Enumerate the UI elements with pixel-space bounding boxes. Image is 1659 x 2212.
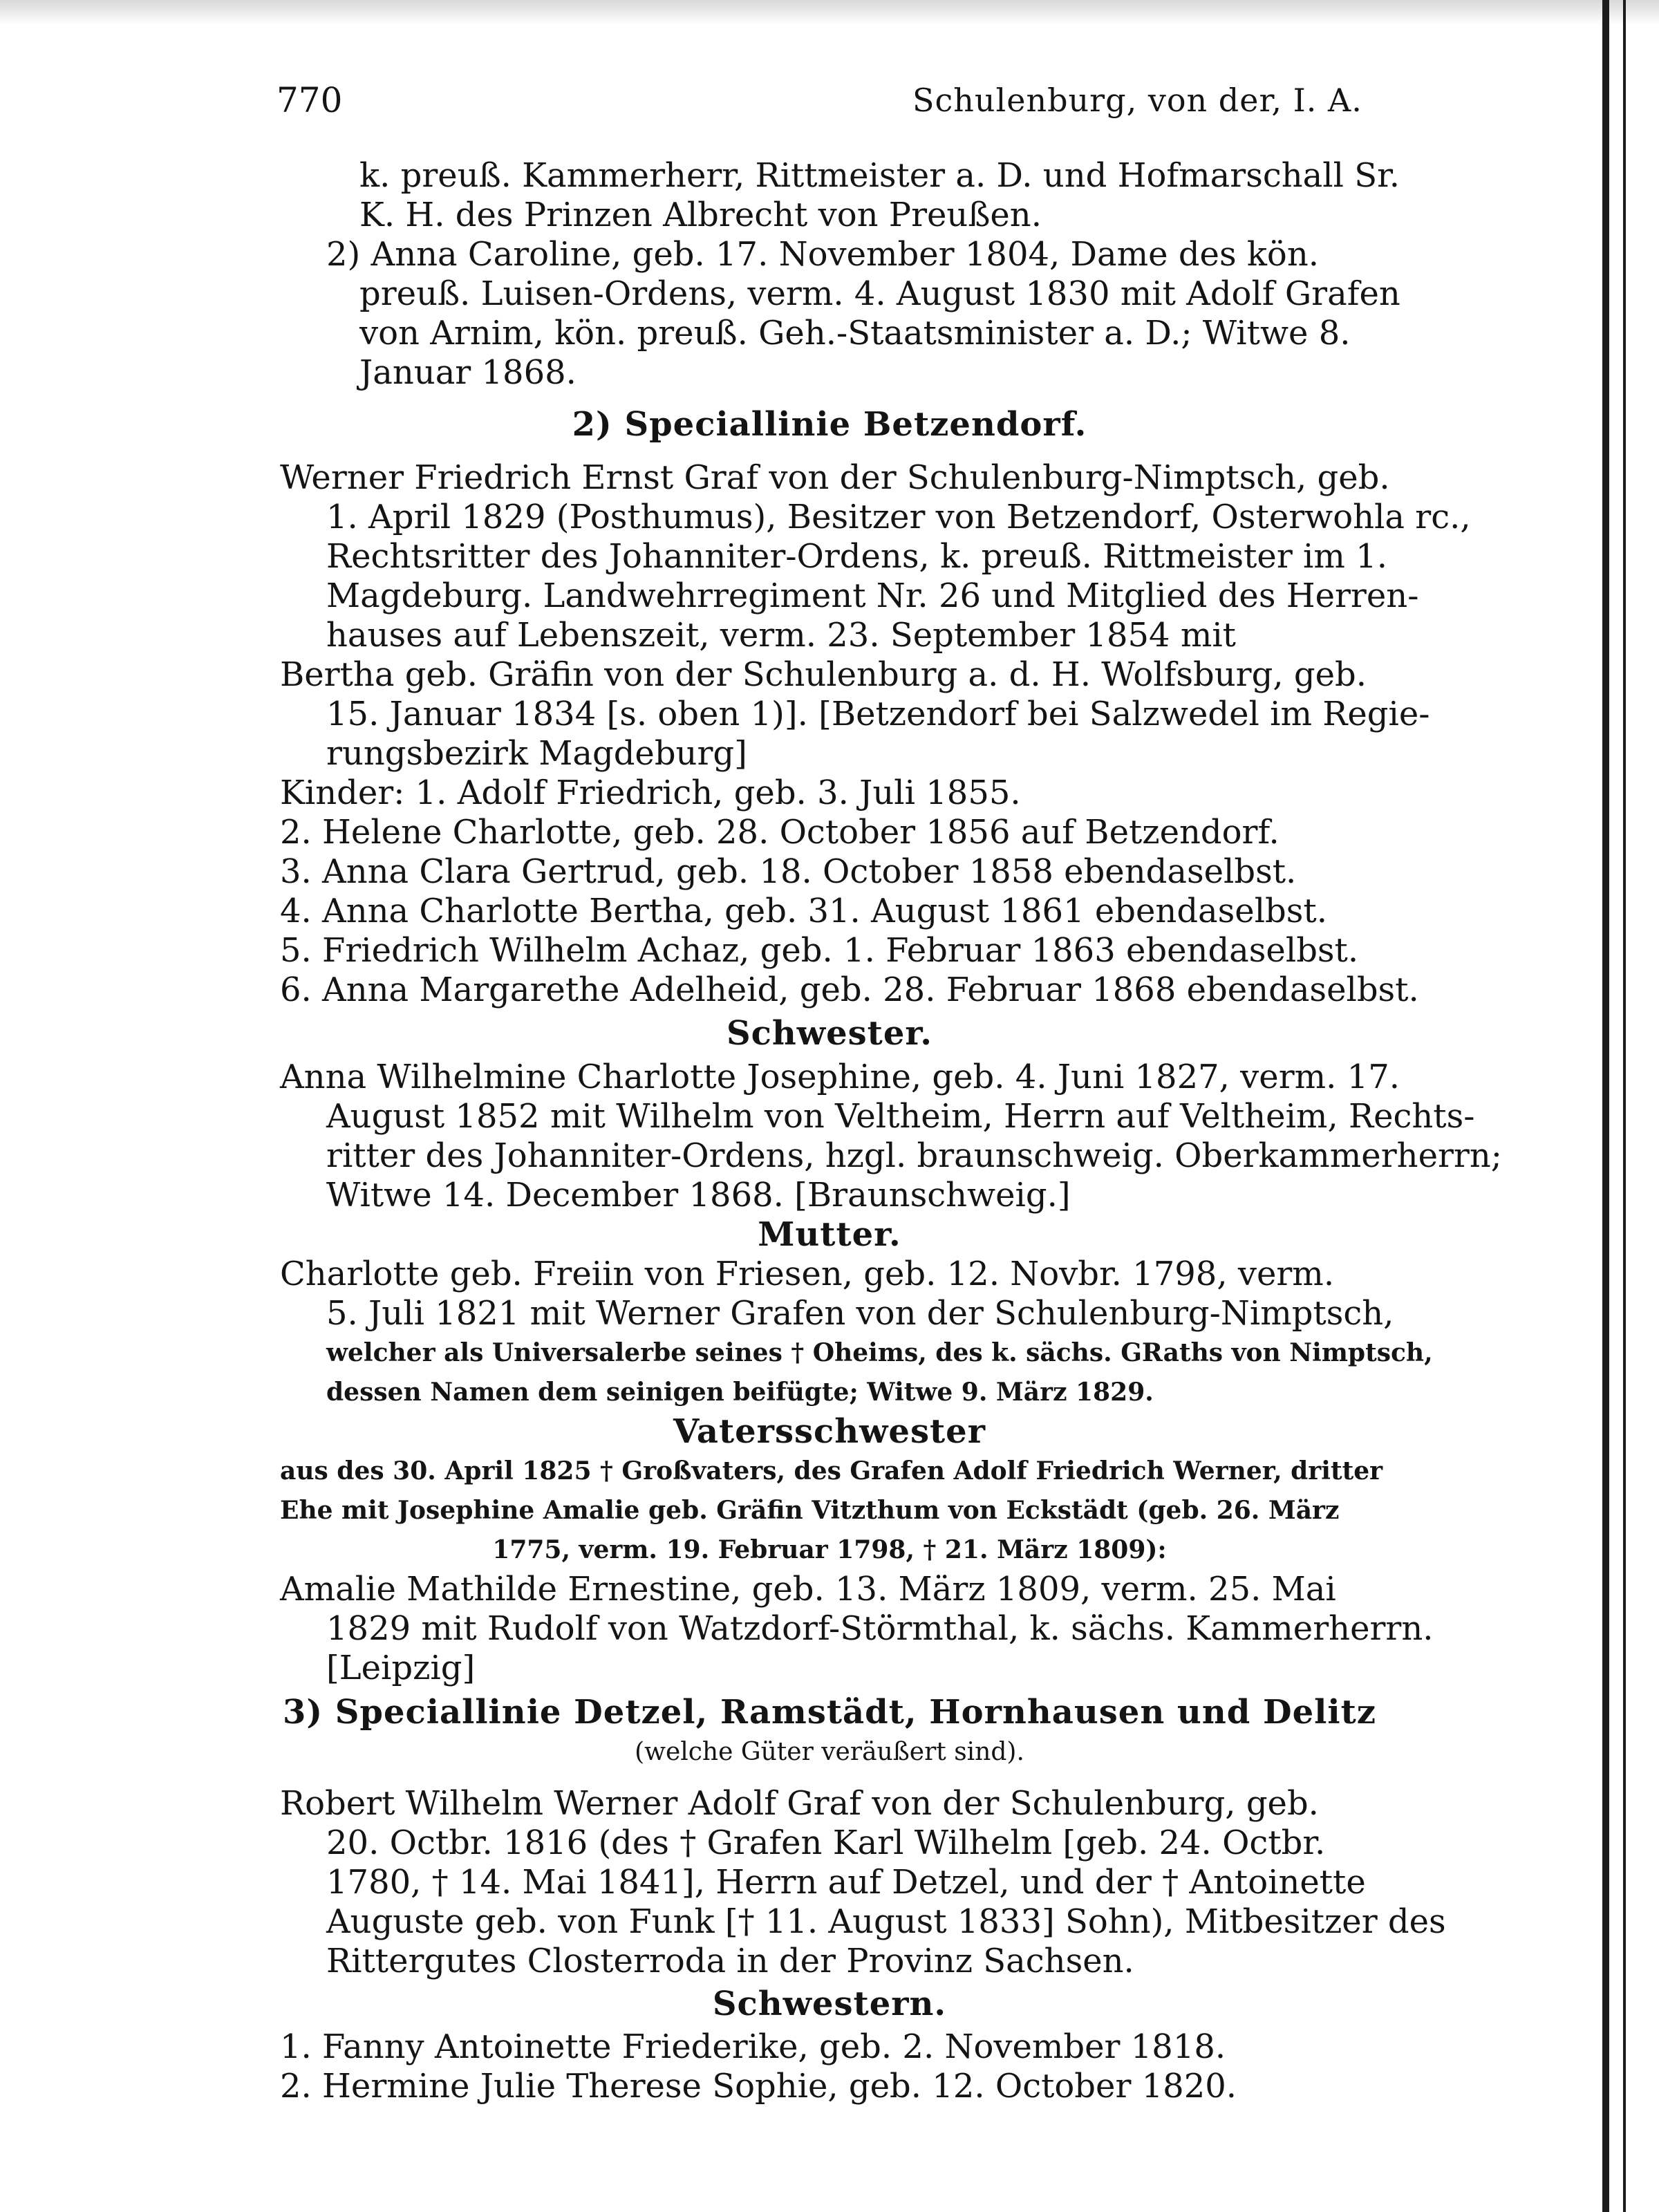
text-line: von Arnim, kön. preuß. Geh.-Staatsminister a. D.; Witwe 8. — [359, 314, 1351, 353]
section-heading: Vatersschwester — [673, 1412, 986, 1451]
section-heading: 3) Speciallinie Detzel, Ramstädt, Hornhausen und Delitz — [282, 1693, 1377, 1732]
text-line: Rittergutes Closterroda in der Provinz Sachsen. — [326, 1942, 1134, 1980]
text-line: 1775, verm. 19. Februar 1798, † 21. März 1809): — [492, 1535, 1167, 1564]
section-heading: Schwestern. — [712, 1985, 947, 2023]
text-line: aus des 30. April 1825 † Großvaters, des Grafen Adolf Friedrich Werner, dritter — [280, 1456, 1383, 1485]
text-line: Januar 1868. — [359, 353, 577, 392]
text-line: Kinder: 1. Adolf Friedrich, geb. 3. Juli 1855. — [280, 774, 1021, 812]
text-line: 4. Anna Charlotte Bertha, geb. 31. August 1861 ebendaselbst. — [280, 892, 1327, 930]
section-heading: Schwester. — [727, 1014, 932, 1053]
section-heading: 2) Speciallinie Betzendorf. — [572, 405, 1087, 444]
text-line: Magdeburg. Landwehrregiment Nr. 26 und Mitglied des Herren- — [326, 577, 1419, 615]
section-heading: Mutter. — [758, 1215, 901, 1254]
text-line: k. preuß. Kammerherr, Rittmeister a. D. und Hofmarschall Sr. — [359, 156, 1400, 195]
running-head-title: Schulenburg, von der, I. A. — [912, 82, 1362, 119]
text-line: August 1852 mit Wilhelm von Veltheim, Herrn auf Veltheim, Rechts- — [326, 1097, 1475, 1136]
text-line: hauses auf Lebenszeit, verm. 23. September 1854 mit — [326, 616, 1236, 655]
text-line: 2. Hermine Julie Therese Sophie, geb. 12. October 1820. — [280, 2067, 1237, 2106]
text-line: 5. Friedrich Wilhelm Achaz, geb. 1. Februar 1863 ebendaselbst. — [280, 931, 1359, 970]
text-line: Werner Friedrich Ernst Graf von der Schulenburg-Nimptsch, geb. — [280, 458, 1390, 497]
section-subheading: (welche Güter veräußert sind). — [635, 1738, 1024, 1766]
text-line: welcher als Universalerbe seines † Oheims, des k. sächs. GRaths von Nimptsch, — [326, 1338, 1433, 1367]
text-line: 5. Juli 1821 mit Werner Grafen von der Schulenburg-Nimptsch, — [326, 1294, 1394, 1333]
page-number: 770 — [276, 80, 343, 120]
text-line: 15. Januar 1834 [s. oben 1)]. [Betzendorf bei Salzwedel im Regie- — [326, 695, 1430, 733]
text-line: dessen Namen dem seinigen beifügte; Witwe 9. März 1829. — [326, 1378, 1154, 1407]
text-line: 20. Octbr. 1816 (des † Grafen Karl Wilhelm [geb. 24. Octbr. — [326, 1824, 1326, 1862]
text-line: 2. Helene Charlotte, geb. 28. October 1856 auf Betzendorf. — [280, 813, 1280, 852]
text-line: Robert Wilhelm Werner Adolf Graf von der Schulenburg, geb. — [280, 1784, 1319, 1823]
text-line: K. H. des Prinzen Albrecht von Preußen. — [359, 196, 1042, 234]
text-line: rungsbezirk Magdeburg] — [326, 734, 747, 773]
text-line: Charlotte geb. Freiin von Friesen, geb. 12. Novbr. 1798, verm. — [280, 1255, 1335, 1293]
text-line: 2) Anna Caroline, geb. 17. November 1804, Dame des kön. — [326, 235, 1319, 274]
text-line: 1. Fanny Antoinette Friederike, geb. 2. November 1818. — [280, 2027, 1226, 2066]
running-header — [276, 76, 1535, 124]
text-line: 3. Anna Clara Gertrud, geb. 18. October 1858 ebendaselbst. — [280, 852, 1297, 891]
text-line: Witwe 14. December 1868. [Braunschweig.] — [326, 1176, 1071, 1215]
text-line: ritter des Johanniter-Ordens, hzgl. braunschweig. Oberkammerherrn; — [326, 1136, 1502, 1175]
text-line: 1. April 1829 (Posthumus), Besitzer von Betzendorf, Osterwohla rc., — [326, 498, 1471, 536]
text-line: 6. Anna Margarethe Adelheid, geb. 28. Februar 1868 ebendaselbst. — [280, 971, 1419, 1009]
text-line: Auguste geb. von Funk [† 11. August 1833] Sohn), Mitbesitzer des — [326, 1902, 1446, 1941]
text-line: Bertha geb. Gräfin von der Schulenburg a. d. H. Wolfsburg, geb. — [280, 655, 1367, 694]
text-line: 1829 mit Rudolf von Watzdorf-Störmthal, k. sächs. Kammerherrn. — [326, 1609, 1434, 1648]
text-line: Rechtsritter des Johanniter-Ordens, k. preuß. Rittmeister im 1. — [326, 537, 1387, 576]
text-line: Anna Wilhelmine Charlotte Josephine, geb. 4. Juni 1827, verm. 17. — [280, 1058, 1400, 1096]
text-line: [Leipzig] — [326, 1649, 476, 1687]
text-line: Ehe mit Josephine Amalie geb. Gräfin Vitzthum von Eckstädt (geb. 26. März — [280, 1496, 1340, 1525]
text-line: Amalie Mathilde Ernestine, geb. 13. März 1809, verm. 25. Mai — [280, 1570, 1336, 1609]
text-line: preuß. Luisen-Ordens, verm. 4. August 1830 mit Adolf Grafen — [359, 274, 1400, 313]
text-line: 1780, † 14. Mai 1841], Herrn auf Detzel, und der † Antoinette — [326, 1863, 1366, 1902]
